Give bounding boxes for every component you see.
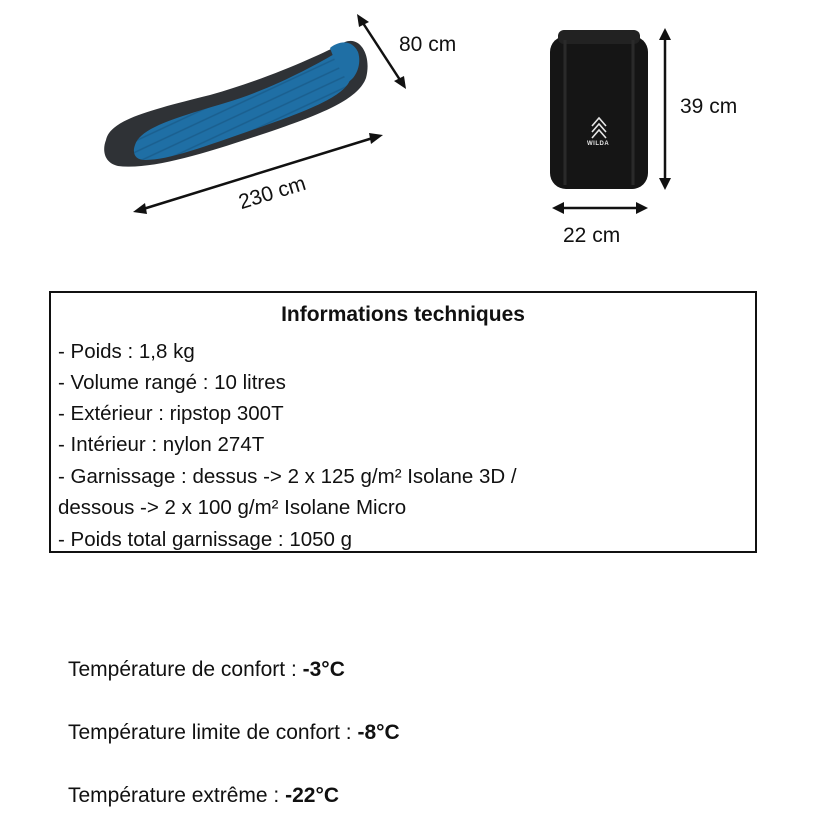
sack-logo-text: WILDA (587, 141, 610, 147)
temperature-value: -3°C (302, 658, 345, 681)
info-line-filling-bottom: dessous -> 2 x 100 g/m² Isolane Micro (58, 496, 407, 519)
sack-width-label: 22 cm (563, 224, 621, 247)
info-title: Informations techniques (281, 303, 525, 326)
temperature-value: -8°C (357, 721, 400, 744)
temperature-comfort (68, 658, 345, 682)
bag-length-label: 230 cm (236, 171, 309, 214)
info-line-volume: - Volume rangé : 10 litres (58, 371, 286, 394)
technical-info-box (49, 291, 757, 553)
sack-width-arrow (552, 202, 648, 214)
temperature-label: Température de confort : (68, 658, 303, 681)
sack-height-label: 39 cm (680, 95, 738, 118)
info-line-total-filling: - Poids total garnissage : 1050 g (58, 528, 353, 551)
temperature-value: -22°C (285, 784, 340, 807)
compression-sack (550, 30, 648, 189)
info-line-weight: - Poids : 1,8 kg (58, 340, 195, 363)
bag-width-label: 80 cm (399, 33, 457, 56)
height-arrow (659, 28, 671, 190)
temperature-extreme (68, 784, 339, 808)
temperature-comfort-limit (68, 721, 400, 745)
temperature-label: Température extrême : (68, 784, 286, 807)
temperature-label: Température limite de confort : (68, 721, 358, 744)
info-line-filling: - Garnissage : dessus -> 2 x 125 g/m² Isolane 3D / (58, 465, 517, 488)
info-line-exterior: - Extérieur : ripstop 300T (58, 402, 284, 425)
info-line-interior: - Intérieur : nylon 274T (58, 433, 265, 456)
